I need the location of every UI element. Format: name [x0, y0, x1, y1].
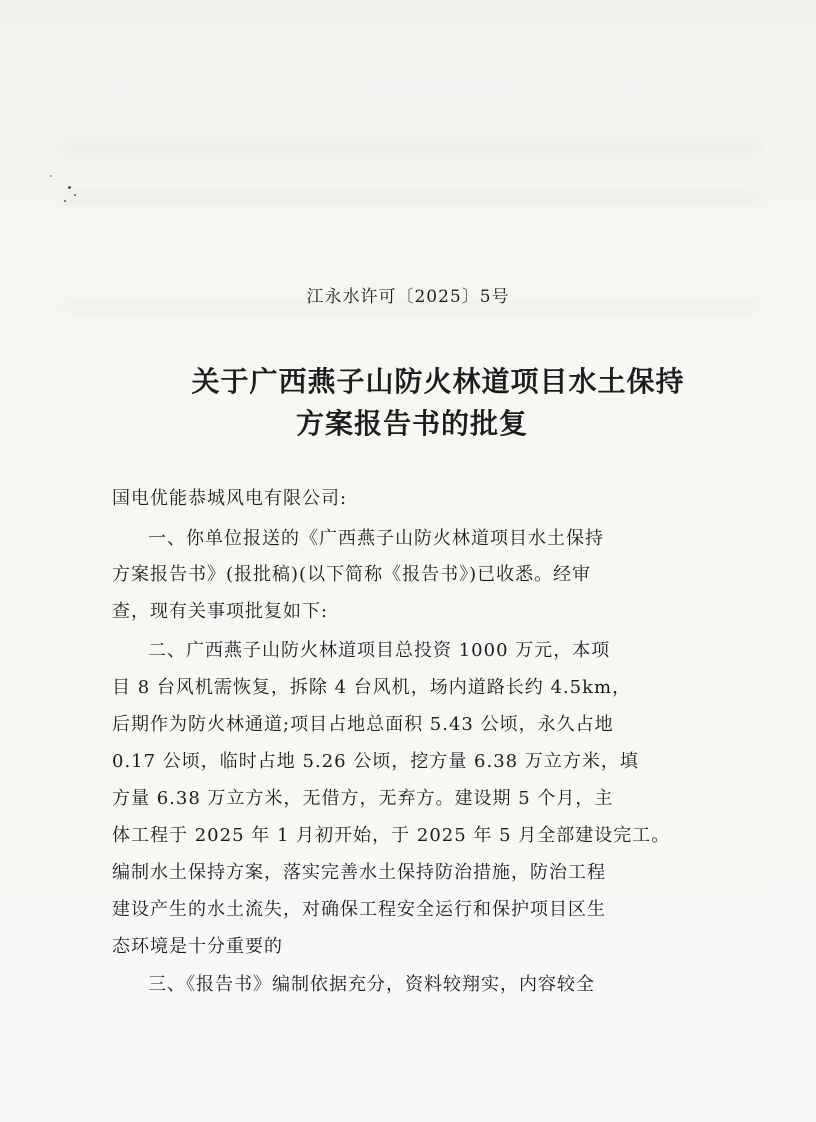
body-line: 体工程于 2025 年 1 月初开始，于 2025 年 5 月全部建设完工。 — [112, 825, 671, 846]
body-line: 二、广西燕子山防火林道项目总投资 1000 万元，本项 — [148, 640, 611, 661]
body-line: 方量 6.38 万立方米，无借方，无弃方。建设期 5 个月，主 — [112, 788, 614, 809]
body-line: 一、你单位报送的《广西燕子山防火林道项目水土保持 — [148, 528, 604, 549]
document-title-line-2: 方案报告书的批复 — [295, 407, 528, 440]
body-line: 态环境是十分重要的 — [112, 936, 283, 957]
body-line: 编制水土保持方案，落实完善水土保持防治措施，防治工程 — [112, 862, 606, 883]
body-line: 三、《报告书》编制依据充分，资料较翔实，内容较全 — [148, 974, 595, 995]
body-line: 目 8 台风机需恢复，拆除 4 台风机，场内道路长约 4.5km， — [112, 677, 632, 698]
body-line: 查，现有关事项批复如下: — [112, 601, 329, 622]
addressee: 国电优能恭城风电有限公司: — [112, 488, 348, 509]
body-line: 方案报告书》(报批稿)(以下简称《报告书》)已收悉。经审 — [112, 564, 592, 585]
document-number: 江永水许可〔2025〕5号 — [306, 287, 510, 307]
body-line: 建设产生的水土流失，对确保工程安全运行和保护项目区生 — [112, 899, 606, 920]
scan-speck — [68, 186, 71, 189]
scan-speck — [64, 200, 66, 202]
scan-shadow — [60, 190, 760, 204]
scan-shadow — [60, 140, 760, 154]
scan-speck — [74, 194, 76, 196]
scan-speck — [50, 175, 52, 177]
body-line: 后期作为防火林通道;项目占地总面积 5.43 公顷，永久占地 — [112, 714, 614, 735]
body-line: 0.17 公顷，临时占地 5.26 公顷，挖方量 6.38 万立方米，填 — [112, 751, 639, 772]
document-title-line-1: 关于广西燕子山防火林道项目水土保持 — [191, 365, 685, 398]
